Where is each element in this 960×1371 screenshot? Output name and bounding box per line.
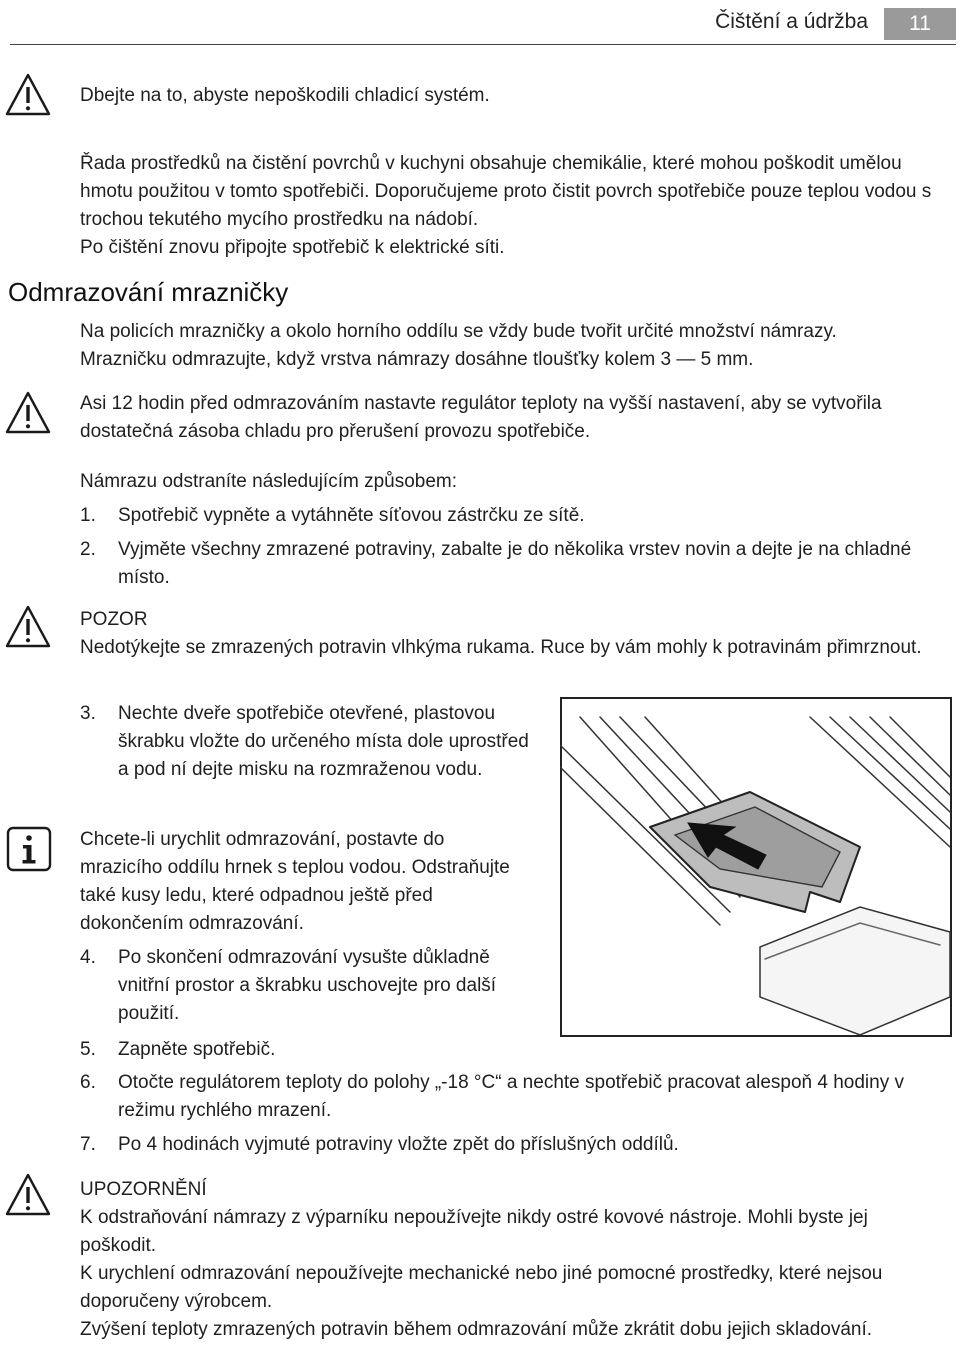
upozorneni-line1: K odstraňování námrazy z výparníku nepoužívejte nikdy ostré kovové nástroje. Mohli byste jej poškodit.: [80, 1207, 868, 1256]
caution-title: POZOR: [80, 609, 148, 630]
warning-triangle-icon: [4, 390, 52, 436]
info-icon: [6, 826, 52, 872]
list-item: 1. Spotřebič vypněte a vytáhněte síťovou zástrčku ze sítě.: [80, 505, 585, 526]
warning-triangle-icon: [4, 604, 52, 650]
steps-list-4: [80, 944, 530, 1028]
cleaning-agents-paragraph: Řada prostředků na čistění povrchů v kuchyni obsahuje chemikálie, které mohou poškodit umělou hmotu použitou v tomto spotřebiči. Doporučujeme proto čistit povrch spotřebiče pouze teplou vodou s trochou tekutého mycího prostředku na nádobí.: [80, 153, 932, 230]
steps-list-a: [80, 502, 942, 592]
upozorneni-title: UPOZORNĚNÍ: [80, 1179, 207, 1200]
warning-precool: Asi 12 hodin před odmrazováním nastavte regulátor teploty na vyšší nastavení, aby se vytvořila dostatečná zásoba chladu pro přerušení provozu spotřebiče.: [80, 393, 882, 442]
list-item: 6. Otočte regulátorem teploty do polohy „-18 °C“ a nechte spotřebič pracovat alespoň 4 hodiny v režimu rychlého mrazení.: [80, 1072, 904, 1121]
list-item: 2. Vyjměte všechny zmrazené potraviny, zabalte je do několika vrstev novin a dejte je na chladné místo.: [80, 539, 912, 588]
header-divider: [10, 44, 956, 45]
section-heading-defrosting: Odmrazování mrazničky: [8, 277, 289, 307]
list-item: 3. Nechte dveře spotřebiče otevřené, plastovou škrabku vložte do určeného místa dole uprostřed a pod ní dejte misku na rozmraženou vodu.: [80, 703, 529, 780]
list-item: 4. Po skončení odmrazování vysušte důkladně vnitřní prostor a škrabku uschovejte pro další použití.: [80, 947, 497, 1024]
list-item: 7. Po 4 hodinách vyjmuté potraviny vložte zpět do příslušných oddílů.: [80, 1134, 679, 1155]
page-header: [0, 4, 960, 42]
warning-triangle-icon: [4, 1172, 52, 1218]
list-item: 5. Zapněte spotřebič.: [80, 1039, 276, 1060]
upozorneni-line2: K urychlení odmrazování nepoužívejte mechanické nebo jiné pomocné prostředky, které nejsou doporučeny výrobcem.: [80, 1263, 883, 1312]
warning-cooling-system: Dbejte na to, abyste nepoškodili chladicí systém.: [80, 85, 490, 106]
frost-paragraph: Na policích mrazničky a okolo horního oddílu se vždy bude tvořit určité množství námrazy.: [80, 321, 837, 342]
steps-intro: Námrazu odstraníte následujícím způsobem:: [80, 471, 458, 492]
info-paragraph: Chcete-li urychlit odmrazování, postavte do mrazicího oddílu hrnek s teplou vodou. Odstraňujte také kusy ledu, které odpadnou ještě před dokončením odmrazování.: [80, 829, 510, 934]
upozorneni-line3: Zvýšení teploty zmrazených potravin během odmrazování může zkrátit dobu jejich skladování.: [80, 1319, 873, 1340]
steps-list-b: [80, 1036, 942, 1159]
steps-list-3: [80, 700, 530, 784]
reconnect-paragraph: Po čištění znovu připojte spotřebič k elektrické síti.: [80, 237, 505, 258]
frost-thickness-paragraph: Mrazničku odmrazujte, když vrstva námrazy dosáhne tloušťky kolem 3 — 5 mm.: [80, 349, 754, 370]
section-title: Čištění a údržba: [715, 10, 868, 33]
page-number: 11: [884, 8, 956, 40]
scraper-illustration: [560, 697, 952, 1037]
caution-text: Nedotýkejte se zmrazených potravin vlhkýma rukama. Ruce by vám mohly k potravinám přimrznout.: [80, 637, 922, 658]
warning-triangle-icon: [4, 72, 52, 118]
